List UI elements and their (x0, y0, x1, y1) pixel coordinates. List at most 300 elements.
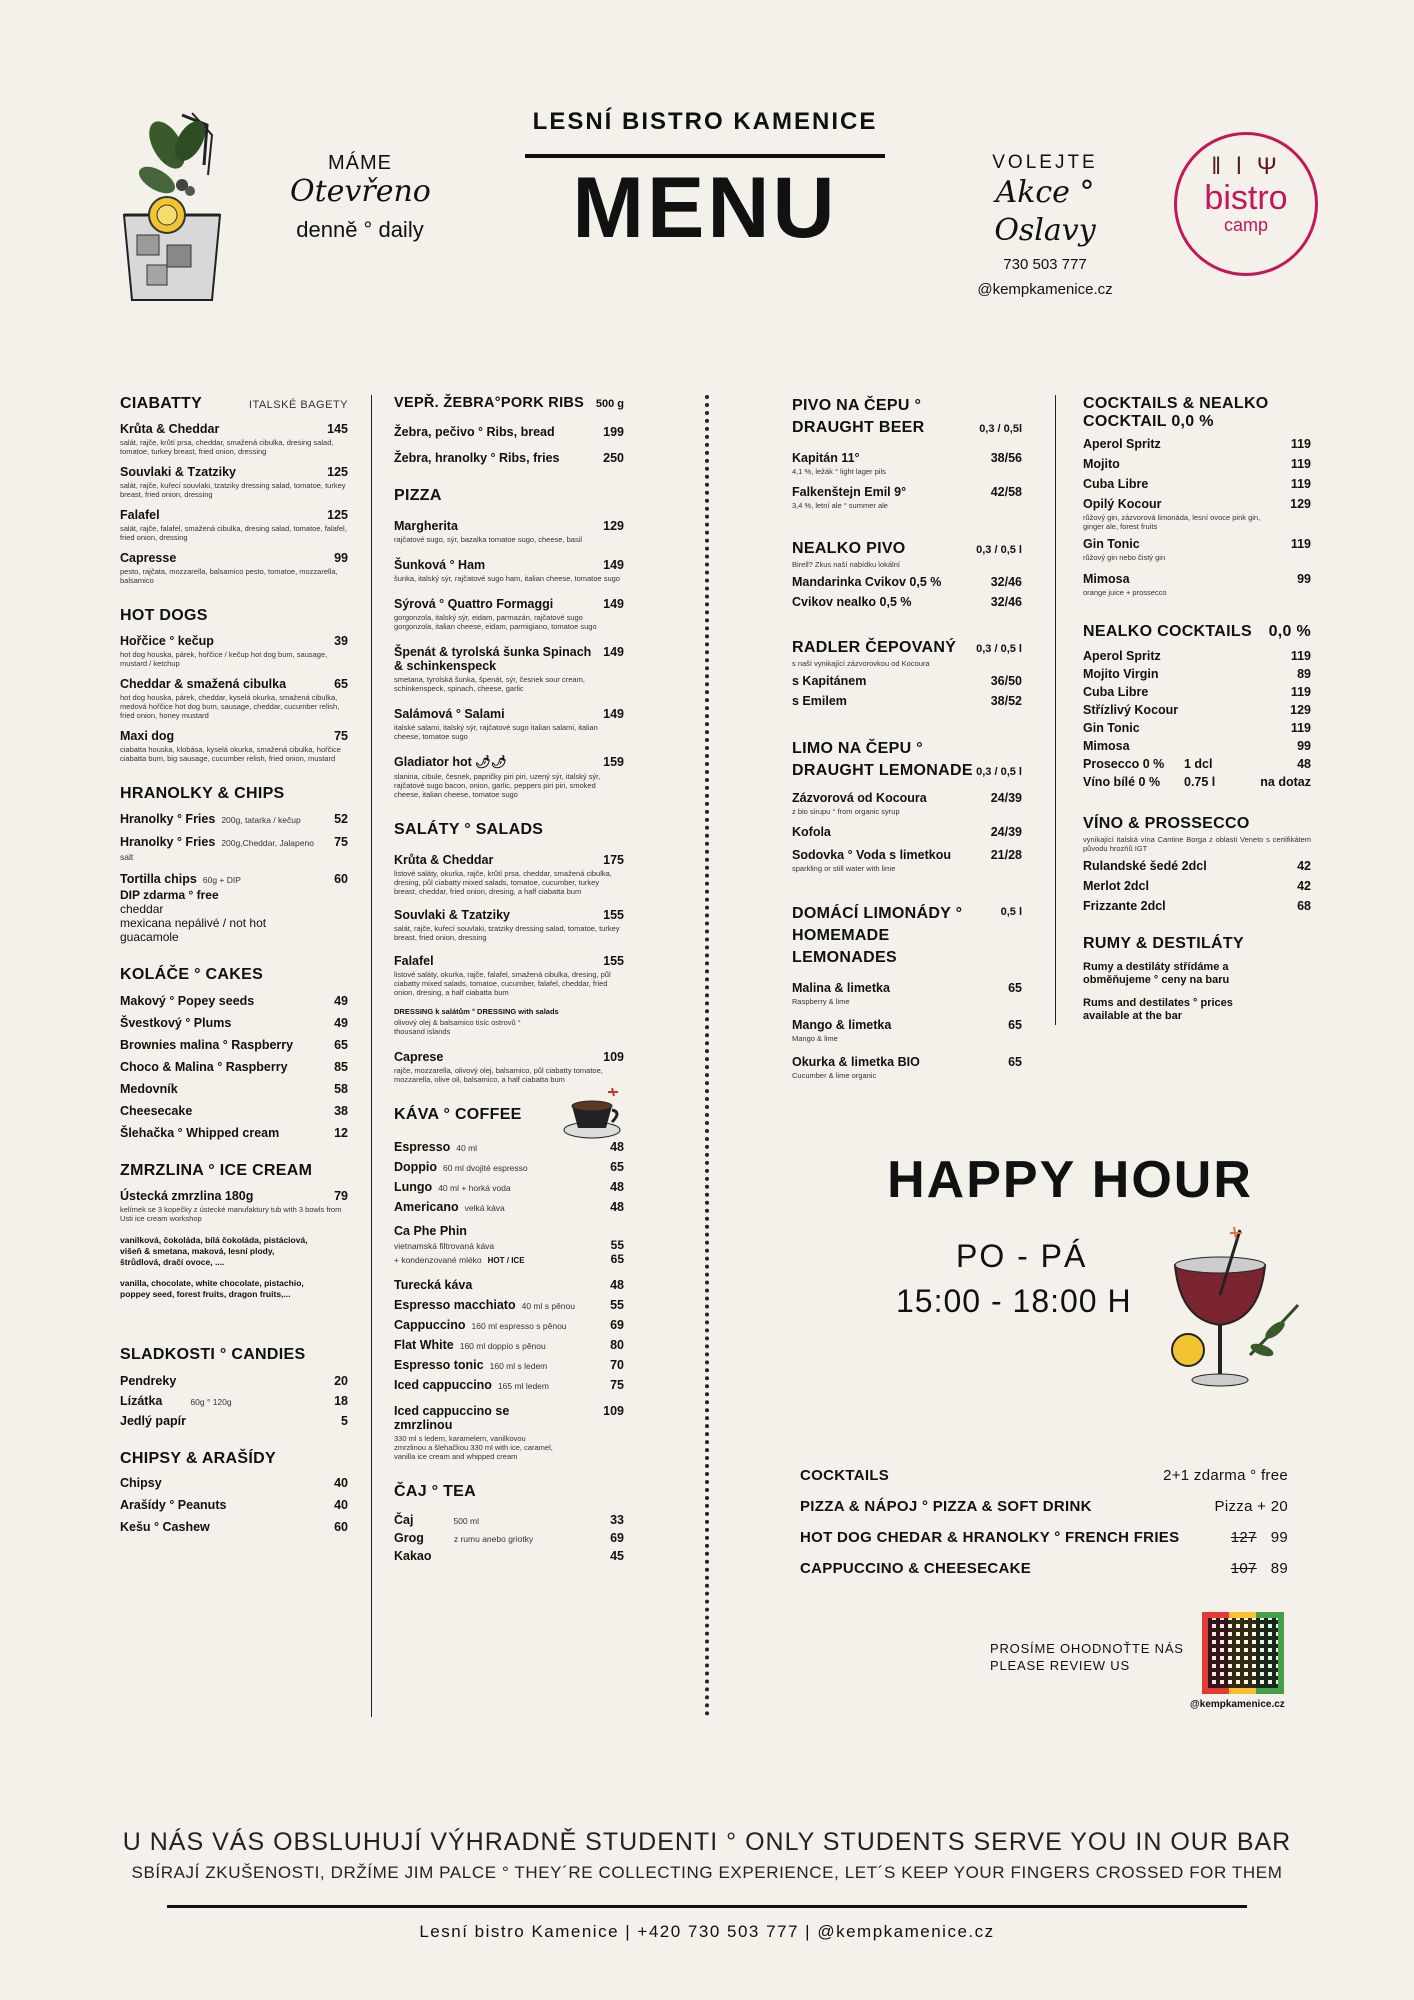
hot-ice-label: HOT / ICE (487, 1256, 525, 1265)
item-price: 38/56 (990, 451, 1022, 465)
dip-option: cheddar (120, 902, 164, 916)
deal-name: PIZZA & NÁPOJ ° PIZZA & SOFT DRINK (800, 1498, 1092, 1515)
menu-item (120, 551, 348, 585)
item-desc: růžový gin nebo čistý gin (1083, 553, 1166, 562)
item-volume: 1 dcl (1184, 757, 1213, 771)
item-desc: salát, rajče, krůtí prsa, cheddar, smažená cibulka, dresing salad, tomatoe, turkey breast, fried onion, dressing (120, 438, 334, 456)
item-name: Doppio (394, 1160, 438, 1174)
menu-item (1083, 739, 1311, 753)
deal-price: Pizza + 20 (1214, 1498, 1288, 1515)
dip-option: mexicana nepálivé / not hot (120, 916, 267, 930)
section-title: ČAJ ° TEA (394, 1483, 476, 1500)
item-name: Žebra, pečivo ° Ribs, bread (394, 425, 555, 439)
section-title: RADLER ČEPOVANÝ (792, 639, 957, 656)
item-price: 32/46 (990, 575, 1022, 589)
happy-hour-days: PO - PÁ (956, 1238, 1088, 1274)
item-name: Medovník (120, 1082, 178, 1096)
item-size: vietnamská filtrovaná káva (394, 1241, 495, 1251)
item-price: 75 (610, 1378, 624, 1392)
item-desc: hot dog houska, párek, cheddar, kyselá okurka, smažená cibulka, medová hořčice hot dog bum, sausage, cheddar, cucumber relish, fried onion, honey mustard (120, 693, 340, 720)
item-name: Cheddar & smažená cibulka (120, 677, 287, 691)
section-title: ZMRZLINA ° ICE CREAM (120, 1162, 313, 1179)
item-name: Žebra, hranolky ° Ribs, fries (394, 451, 560, 465)
menu-item (1083, 703, 1311, 717)
footer (0, 1828, 1414, 1942)
section-tag: 0,5 l (1000, 906, 1022, 918)
item-size: 60g + DIP (202, 875, 241, 885)
column-divider-dotted (705, 395, 709, 1717)
menu-item (394, 1200, 624, 1214)
section-tag: 0,3 / 0,5 l (976, 766, 1022, 778)
section-title: COCKTAILS & NEALKO COCKTAIL 0,0 % (1083, 395, 1269, 430)
item-name: Mojito Virgin (1083, 667, 1159, 681)
menu-item (394, 1531, 624, 1545)
rum-note-cz: Rumy a destiláty střídáme a obměňujeme ° ceny na baru (1083, 961, 1230, 986)
menu-item (792, 451, 1022, 476)
section-title: HOT DOGS (120, 607, 208, 624)
item-desc: růžový gin, zázvorová limonáda, lesní ovoce pink gin, ginger ale, forest fruits (1083, 513, 1261, 531)
section-title: LIMO NA ČEPU ° DRAUGHT LEMONADE (792, 740, 973, 779)
menu-item (394, 1549, 624, 1563)
menu-item (394, 1298, 624, 1312)
section-rum (1083, 935, 1311, 1023)
item-desc: ciabatta houska, klobása, kyselá okurka, smažená cibulka, hořčice ciabatta bum, big sausage, cucumber relish, fried onion, mustard (120, 745, 341, 763)
item-price: 48 (610, 1140, 624, 1154)
item-price: 155 (603, 954, 624, 968)
happy-hour-deals (800, 1467, 1288, 1591)
item-desc: hot dog houska, párek, hořčice / kečup hot dog bum, sausage, mustard / ketchup (120, 650, 328, 668)
menu-item (394, 1513, 624, 1527)
item-price: 250 (603, 451, 624, 465)
logo-sub: camp (1223, 215, 1268, 235)
item-name: Hranolky ° Fries (120, 835, 216, 849)
section-tag: 0,3 / 0,5 l (976, 643, 1022, 655)
item-price: 155 (603, 908, 624, 922)
menu-item (394, 1318, 624, 1332)
section-coffee (394, 1106, 624, 1461)
item-name: Iced cappuccino se zmrzlinou (394, 1404, 510, 1432)
cocktail-glass-illustration (112, 105, 242, 305)
item-name: Espresso (394, 1140, 451, 1154)
section-title: NEALKO COCKTAILS (1083, 623, 1252, 640)
item-price: 60 (334, 872, 348, 886)
item-name: Sýrová ° Quattro Formaggi (394, 597, 554, 611)
item-name: Turecká káva (394, 1278, 473, 1292)
section-cakes (120, 966, 348, 1140)
item-name: Maxi dog (120, 729, 175, 743)
item-desc: kelímek se 3 kopečky z ústecké manufaktury tub with 3 bowls from Usti ice cream workshop (120, 1205, 342, 1223)
item-price: 69 (610, 1531, 624, 1545)
section-nuts (120, 1450, 348, 1534)
column-divider (1055, 395, 1056, 1025)
item-name: Caprese (394, 1050, 444, 1064)
item-price: 119 (1290, 457, 1311, 471)
item-size: 500 ml (453, 1516, 479, 1526)
item-price: 12 (334, 1126, 348, 1140)
deal-price: 2+1 zdarma ° free (1163, 1467, 1288, 1484)
item-name: Frizzante 2dcl (1083, 899, 1166, 913)
item-price: 24/39 (990, 825, 1022, 839)
menu-item (1083, 721, 1311, 735)
section-title: NEALKO PIVO (792, 540, 906, 557)
item-desc: pesto, rajčata, mozzarella, balsamico pesto, tomatoe, mozzarella, balsamico (120, 567, 338, 585)
item-price: 125 (327, 465, 348, 479)
menu-item (1083, 667, 1311, 681)
item-price: 32/46 (990, 595, 1022, 609)
item-price: 33 (610, 1513, 624, 1527)
column-2 (394, 395, 624, 1585)
item-name: Souvlaki & Tzatziky (120, 465, 237, 479)
item-name: Malina & limetka (792, 981, 890, 995)
item-price: 119 (1290, 477, 1311, 491)
item-size: 200g, tatarka / kečup (221, 815, 301, 825)
footer-contact: Lesní bistro Kamenice | +420 730 503 777 | @kempkamenice.cz (419, 1922, 995, 1941)
item-price: 99 (1297, 572, 1311, 586)
item-price: 125 (327, 508, 348, 522)
section-title: CHIPSY & ARAŠÍDY (120, 1450, 276, 1467)
item-name: Chipsy (120, 1476, 162, 1490)
menu-item (394, 908, 624, 942)
menu-item (792, 1018, 1022, 1043)
item-price: 49 (334, 1016, 348, 1030)
menu-item (394, 1180, 624, 1194)
item-price: 129 (603, 519, 624, 533)
item-name: Lízátka (120, 1394, 163, 1408)
item-price: 149 (603, 645, 624, 659)
flavors-en: vanilla, chocolate, white chocolate, pistachio, poppey seed, forest fruits, dragon fruits,... (120, 1278, 304, 1299)
item-name: Mimosa (1083, 572, 1130, 586)
menu-item (394, 1338, 624, 1352)
item-price: 38 (334, 1104, 348, 1118)
item-desc: slanina, cibule, česnek, papričky piri piri, uzený sýr, italský sýr, rajčatové sugo bacon, onion, garlic, peppers piri piri, smoked cheese, italian cheese, tomatoe sugo (394, 772, 601, 799)
menu-item (792, 595, 1022, 609)
menu-item-ca-phe-phin (394, 1224, 624, 1266)
item-price: 42 (1297, 859, 1311, 873)
call-script-label: Akce ° Oslavy (994, 175, 1096, 248)
item-price: 38/52 (990, 694, 1022, 708)
item-name: Capresse (120, 551, 177, 565)
section-tag: 0,3 / 0,5 l (976, 544, 1022, 556)
review-en: PLEASE REVIEW US (990, 1658, 1130, 1673)
menu-item (120, 1016, 348, 1030)
item-name: Tortilla chips (120, 872, 197, 886)
menu-item (120, 1394, 348, 1408)
menu-item (394, 597, 624, 631)
column-divider (371, 395, 372, 1717)
cutlery-icon: ǁ ǀ Ψ (1211, 153, 1281, 180)
menu-item (394, 1378, 624, 1392)
menu-item (120, 1060, 348, 1074)
menu-item (1083, 537, 1311, 562)
item-name: Hořčice ° kečup (120, 634, 214, 648)
item-desc: 3,4 %, letní ale ° summer ale (792, 501, 888, 510)
section-candies (120, 1346, 348, 1428)
section-note: vynikající italská vína Cantine Borga z oblasti Veneto s certifikátem původu hrozňů IGT (1083, 835, 1311, 853)
menu-item (394, 519, 624, 544)
item-desc: smetana, tyrolská šunka, špenát, sýr, česnek sour cream, schinkenspeck, spinach, cheese, garlic (394, 675, 585, 693)
menu-item (120, 1104, 348, 1118)
menu-item (120, 1476, 348, 1490)
menu-item (1083, 437, 1311, 451)
item-name: Cvikov nealko 0,5 % (792, 595, 912, 609)
item-price: 119 (1290, 685, 1311, 699)
item-name: Americano (394, 1200, 459, 1214)
item-size: z rumu anebo griotky (453, 1534, 534, 1544)
dip-option: guacamole (120, 930, 179, 944)
deal-price: 89 (1270, 1560, 1288, 1577)
call-top-label: VOLEJTE (992, 152, 1098, 173)
item-name: Hranolky ° Fries (120, 812, 216, 826)
section-title: DOMÁCÍ LIMONÁDY ° HOMEMADE LEMONADES (792, 905, 963, 966)
item-name: Rulandské šedé 2dcl (1083, 859, 1207, 873)
item-name: Falafel (394, 954, 434, 968)
menu-item (792, 485, 1022, 510)
section-note: s naší vynikající zázvorovkou od Kocoura (792, 659, 930, 668)
deal-old-price: 107 (1230, 1560, 1257, 1577)
menu-item (394, 1278, 624, 1292)
item-name: Kofola (792, 825, 831, 839)
menu-item (120, 872, 348, 886)
item-price: 48 (1297, 757, 1311, 771)
item-price: 65 (610, 1160, 624, 1174)
item-size: + kondenzované mléko (394, 1255, 482, 1265)
item-name: Iced cappuccino (394, 1378, 492, 1392)
menu-item (120, 1082, 348, 1096)
item-size: 40 ml + horká voda (438, 1183, 511, 1193)
menu-item (394, 853, 624, 896)
item-name: Choco & Malina ° Raspberry (120, 1060, 288, 1074)
deal-row (800, 1529, 1288, 1546)
deal-price: 99 (1270, 1529, 1288, 1546)
phone-number: 730 503 777 (1003, 256, 1087, 273)
item-size: 60 ml dvojité espresso (443, 1163, 528, 1173)
menu-item (394, 451, 624, 465)
item-price: 68 (1297, 899, 1311, 913)
menu-item (120, 1498, 348, 1512)
item-price: 199 (603, 425, 624, 439)
item-price: 85 (334, 1060, 348, 1074)
footer-line-2: SBÍRAJÍ ZKUŠENOSTI, DRŽÍME JIM PALCE ° THEY´RE COLLECTING EXPERIENCE, LET´S KEEP YOUR FINGERS CROSSED FOR THEM (131, 1863, 1283, 1882)
section-tag: 500 g (595, 398, 624, 410)
item-name: Prosecco 0 % (1083, 757, 1165, 771)
menu-item (120, 729, 348, 763)
item-name: Opilý Kocour (1083, 497, 1162, 511)
item-price: 48 (610, 1200, 624, 1214)
happy-hour-title: HAPPY HOUR (887, 1151, 1253, 1209)
rum-note-en: Rums and destilates ° prices available at the bar (1083, 997, 1233, 1022)
item-desc: rajčatové sugo, sýr, bazalka tomatoe sugo, cheese, basil (394, 535, 583, 544)
section-nonalcoholic-cocktails (1083, 623, 1311, 789)
item-size: 40 ml s pěnou (521, 1301, 575, 1311)
section-tea (394, 1483, 624, 1563)
section-ciabatty (120, 395, 348, 585)
item-name: Zázvorová od Kocoura (792, 791, 927, 805)
item-name: Kakao (394, 1549, 432, 1563)
item-price: 42 (1297, 879, 1311, 893)
menu-item (394, 954, 624, 997)
menu-item (120, 508, 348, 542)
menu-item (394, 1160, 624, 1174)
qr-pattern-icon (1208, 1618, 1278, 1688)
menu-item (792, 674, 1022, 688)
item-price: 129 (1290, 497, 1311, 511)
menu-item (792, 848, 1022, 873)
item-price: 39 (334, 634, 348, 648)
item-price: 55 (610, 1238, 624, 1252)
item-name: Aperol Spritz (1083, 649, 1161, 663)
dressing-desc: olivový olej & balsamico tisíc ostrovů ° thousand islands (394, 1018, 521, 1036)
section-salads (394, 821, 624, 1084)
item-price: 79 (334, 1189, 348, 1203)
item-desc: listové saláty, okurka, rajče, krůtí prsa, cheddar, smažená cibulka, dresing, půl ciabatty mixed salads, tomatoe, cucumber, turkey breast, cheddar, fried onion, dresing, a half ciabatta bum (394, 869, 612, 896)
item-price: 65 (1008, 1055, 1022, 1069)
menu-item (120, 812, 348, 826)
deal-name: COCKTAILS (800, 1467, 890, 1484)
open-badge (290, 152, 430, 243)
item-desc: z bio sirupu ° from organic syrup (792, 807, 900, 816)
item-name: Krůta & Cheddar (120, 422, 220, 436)
item-name: Espresso tonic (394, 1358, 484, 1372)
item-price: 48 (610, 1180, 624, 1194)
menu-item (1083, 859, 1311, 873)
item-desc: Cucumber & lime organic (792, 1071, 877, 1080)
section-title: SLADKOSTI ° CANDIES (120, 1346, 306, 1363)
menu-item (120, 422, 348, 456)
item-name: Sodovka ° Voda s limetkou (792, 848, 951, 862)
coffee-cup-icon (560, 1084, 624, 1142)
deal-old-price: 127 (1230, 1529, 1257, 1546)
section-title: KOLÁČE ° CAKES (120, 966, 264, 983)
item-price: 40 (334, 1476, 348, 1490)
review-qr-code[interactable] (1202, 1612, 1284, 1694)
item-size: 160 ml doppio s pěnou (459, 1341, 546, 1351)
section-beer (792, 395, 1022, 510)
item-price: 175 (603, 853, 624, 867)
section-title: KÁVA ° COFFEE (394, 1106, 522, 1123)
menu-item (1083, 879, 1311, 893)
deal-row (800, 1560, 1288, 1577)
item-price: 69 (610, 1318, 624, 1332)
cocktail-wine-glass-illustration (1150, 1225, 1300, 1395)
menu-item (792, 791, 1022, 816)
review-cz: PROSÍME OHODNOŤTE NÁS (990, 1641, 1184, 1656)
item-price: 75 (334, 729, 348, 743)
item-name: Šunková ° Ham (394, 558, 486, 572)
menu-item (394, 558, 624, 583)
item-price: 60 (334, 1520, 348, 1534)
item-name: Kapitán 11° (792, 451, 860, 465)
item-desc: orange juice + prossecco (1083, 588, 1167, 597)
item-desc: salát, rajče, falafel, smažená cibulka, dresing salad, tomatoe, falafel, fried onion, dressing (120, 524, 347, 542)
section-note: Birell? Zkus naší nabídku lokální (792, 560, 900, 569)
item-name: Ca Phe Phin (394, 1224, 467, 1238)
item-size: velká káva (464, 1203, 505, 1213)
menu-item (394, 645, 624, 693)
menu-item (394, 1140, 624, 1154)
item-name: Ústecká zmrzlina 180g (120, 1189, 254, 1203)
item-desc: sparkling or still water with lime (792, 864, 896, 873)
item-price: 149 (603, 597, 624, 611)
item-desc: salát, rajče, kuřecí souvlaki, tzatziky dressing salad, tomatoe, turkey breast, fried onion, dressing (120, 481, 346, 499)
item-price: 18 (334, 1394, 348, 1408)
section-title: SALÁTY ° SALADS (394, 821, 544, 838)
menu-item (120, 1189, 348, 1223)
menu-item (1083, 685, 1311, 699)
section-tag: 0,3 / 0,5l (979, 423, 1022, 435)
footer-rule (167, 1905, 1247, 1908)
section-radler (792, 639, 1022, 708)
item-name: Špenát & tyrolská šunka Spinach & schinkenspeck (394, 645, 592, 673)
item-name: Gin Tonic (1083, 537, 1140, 551)
section-homemade-lemonade (792, 903, 1022, 1080)
menu-item (394, 1404, 624, 1461)
item-price: 40 (334, 1498, 348, 1512)
deal-name: CAPPUCCINO & CHEESECAKE (800, 1560, 1032, 1577)
item-desc: šunka, italský sýr, rajčatové sugo ham, italian cheese, tomatoe sugo (394, 574, 620, 583)
item-price: 119 (1290, 537, 1311, 551)
deal-name: HOT DOG CHEDAR & HRANOLKY ° FRENCH FRIES (800, 1529, 1180, 1546)
section-title: HRANOLKY & CHIPS (120, 785, 285, 802)
call-block (955, 152, 1135, 298)
item-name: Makový ° Popey seeds (120, 994, 255, 1008)
section-lemonade (792, 738, 1022, 873)
item-name: Falafel (120, 508, 160, 522)
open-top-label: MÁME (328, 152, 392, 174)
item-name: Falkenštejn Emil 9° (792, 485, 907, 499)
item-name: Víno bílé 0 % (1083, 775, 1161, 789)
menu-title: MENU (572, 160, 838, 256)
item-name: Souvlaki & Tzatziky (394, 908, 511, 922)
item-price: 149 (603, 558, 624, 572)
item-price: 65 (1008, 1018, 1022, 1032)
menu-item (394, 707, 624, 741)
item-price: 149 (603, 707, 624, 721)
bistro-camp-logo (1174, 132, 1318, 276)
item-name: Flat White (394, 1338, 454, 1352)
menu-item (394, 1358, 624, 1372)
item-name: Kešu ° Cashew (120, 1520, 210, 1534)
menu-item (1083, 477, 1311, 491)
menu-item (1083, 899, 1311, 913)
menu-item (792, 1055, 1022, 1080)
item-name: Margherita (394, 519, 458, 533)
section-ribs (394, 395, 624, 465)
menu-item (120, 1520, 348, 1534)
menu-item (1083, 457, 1311, 471)
menu-item (1083, 757, 1311, 771)
item-name: Cuba Libre (1083, 477, 1149, 491)
menu-item (394, 425, 624, 439)
item-price: 65 (610, 1252, 624, 1266)
deal-row (800, 1467, 1288, 1484)
item-size: 160 ml espresso s pěnou (471, 1321, 567, 1331)
menu-item (120, 994, 348, 1008)
menu-item (394, 1050, 624, 1084)
section-chips (120, 785, 348, 944)
item-name: Střízlivý Kocour (1083, 703, 1179, 717)
item-desc: Mango & lime (792, 1034, 838, 1043)
item-price: 65 (334, 1038, 348, 1052)
item-name: s Kapitánem (792, 674, 867, 688)
item-price: 65 (334, 677, 348, 691)
item-desc: Raspberry & lime (792, 997, 850, 1006)
item-name: Švestkový ° Plums (120, 1016, 232, 1030)
menu-item (120, 1414, 348, 1428)
item-size: 40 ml (456, 1143, 478, 1153)
item-name: Okurka & limetka BIO (792, 1055, 920, 1069)
section-title: RUMY & DESTILÁTY (1083, 935, 1244, 952)
item-price: na dotaz (1260, 775, 1311, 789)
